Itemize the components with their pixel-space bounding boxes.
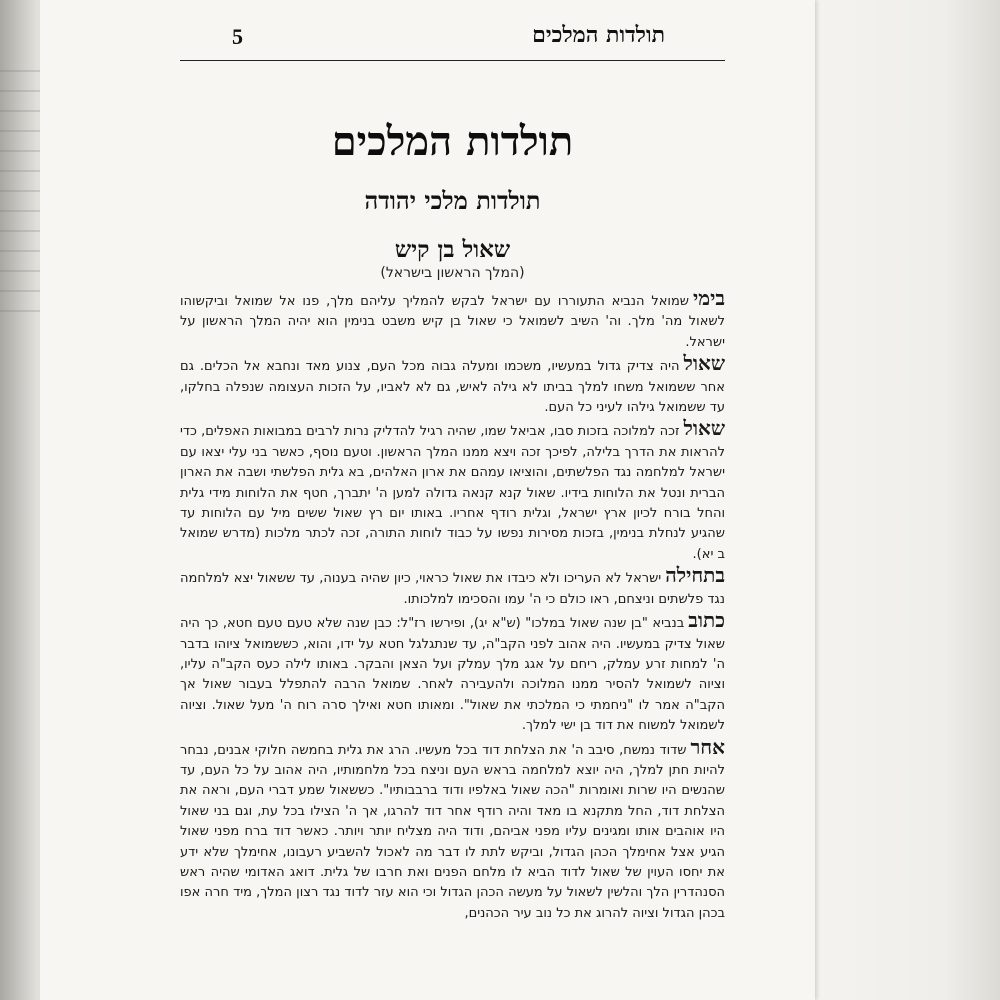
paragraph	[180, 610, 725, 736]
section-subtitle: תולדות מלכי יהודה	[364, 186, 541, 215]
paragraph-lead-word: שאול	[683, 416, 725, 441]
bleed-through-text	[0, 70, 40, 330]
paragraph-text: זכה למלוכה בזכות סבו, אביאל שמו, שהיה רגיל להדליק נרות לרבים במבואות האפלים, כדי להראות את הדרך בלילה, לפיכך זכה ויצא ממנו המלך הראשון. וטעם נוסף, כאשר בני עלי יצאו עם ישראל למלחמה נגד הפלשתים, והוציאו עמהם את ארון האלהים, בא גלית הפלשתי ושבה את הארון הברית ונטל את הלוחות בידיו. שאול קנא קנאה גדולה למען ה' יתברך, חטף את הלוחות מידי גלית והחל בורח לכיון ארץ ישראל, וגלית רודף אחריו. באותו יום רץ שאול ששים מיל עם הלוחות עד שהגיע לנחלת בנימין, בזכות מסירות נפשו על כבוד לוחות התורה, זכה לכתר מלכות (מדרש שמואל ב יא).	[180, 424, 725, 562]
page-number: 5	[232, 24, 243, 49]
paragraph-text: ישראל לא העריכו ולא כיבדו את שאול כראוי, כיון שהיה בענוה, עד ששאול יצא למלחמה נגד פלשתים וניצחם, ראו כולם כי ה' עמו והסכימו למלכותו.	[180, 571, 725, 607]
paragraph-text: שדוד נמשח, סיבב ה' את הצלחת דוד בכל מעשיו. הרג את גלית בחמשה חלוקי אבנים, נבחר להיות חתן למלך, היה יוצא למלחמה בראש העם וניצח בכל מלחמותיו, היה אהוב על כל העם, עד שהנשים היו שרות ואומרות "הכה שאול באלפיו ודוד ברבבותיו". כששאול שמע דברי העם, וראה את הצלחת דוד, החל מתקנא בו מאד והיה רודף אחר דוד להרגו, אך ה' הצילו בכל עת, וגם בני שאול היו אוהבים אותו ומגינים עליו מפני אביהם, ודוד היה מצליח יותר ויותר. כאשר דוד ברח מפני שאול הגיע אצל אחימלך הכהן הגדול, וביקש לתת לו דבר מה לאכול להשביע רעבונו, אחימלך שלא ידע את יחסו העוין של שאול לדוד הביא לו מלחם הפנים ואת חרבו של גלית. דואג האדומי שהיה ראש הסנהדרין הלך והלשין לשאול על מעשה הכהן הגדול וכי הוא עזר לדוד נגד רצון המלך, מיד חרה אפו בכהן הגדול וציוה להרוג את כל נוב עיר הכהנים,	[180, 742, 725, 921]
king-note: (המלך הראשון בישראל)	[380, 265, 525, 281]
paragraph	[180, 734, 725, 925]
body-text	[180, 288, 725, 993]
paragraph-lead-word: בתחילה	[665, 563, 725, 588]
paragraph	[180, 353, 725, 418]
paragraph-text: שמואל הנביא התעוררו עם ישראל לבקש להמליך עליהם מלך, פנו אל שמואל וביקשוהו לשאול מה' מלך. וה' השיב לשמואל כי שאול בן קיש משבט בנימין הוא יהיה המלך הראשון על ישראל.	[180, 294, 725, 350]
running-header	[180, 20, 725, 61]
paragraph-lead-word: כתוב	[688, 608, 725, 633]
paragraph-lead-word: בימי	[693, 288, 725, 310]
paragraph-text: בנביא "בן שנה שאול במלכו" (ש"א יג), ופירשו רז"ל: כבן שנה שלא טעם טעם חטא, כך היה שאול צדיק במעשיו. היה אהוב לפני הקב"ה, עד שנתגלגל חטא על ידו, והוא, כששמואל ציוהו בדבר ה' למחות זרע עמלק, ריחם על אגג מלך עמלק ועל הצאן והבקר. באותו לילה כעס הקב"ה עליו, וציוה לשמואל להסיר ממנו המלוכה ולהעבירה לאחר. שמואל הרבה להתפלל בעבור שאול אך הקב"ה אמר לו "ניחמתי כי המלכתי את שאול". ומאותו חטא ואילך סרה רוח ה' מעל שאול. וציוה לשמואל למשוח את דוד בן ישי למלך.	[180, 616, 725, 734]
paragraph	[180, 418, 725, 565]
paragraph-lead-word: שאול	[683, 351, 725, 376]
page-title: תולדות המלכים	[331, 118, 574, 165]
king-name-heading: שאול בן קיש	[394, 236, 511, 263]
paragraph-lead-word: אחר	[690, 734, 725, 759]
paragraph	[180, 288, 725, 353]
running-title: תולדות המלכים	[532, 22, 665, 48]
paragraph-text: היה צדיק גדול במעשיו, משכמו ומעלה גבוה מכל העם, צנוע מאד ונחבא אל הכלים. גם אחר ששמואל משחו למלך בביתו לא גילה לאיש, גם לא לאביו, על הזכות העצומה שנפלה בחלקו, עד ששמואל גילהו לעיני כל העם.	[180, 359, 725, 416]
paragraph	[180, 565, 725, 610]
page-edge	[815, 0, 1000, 1000]
